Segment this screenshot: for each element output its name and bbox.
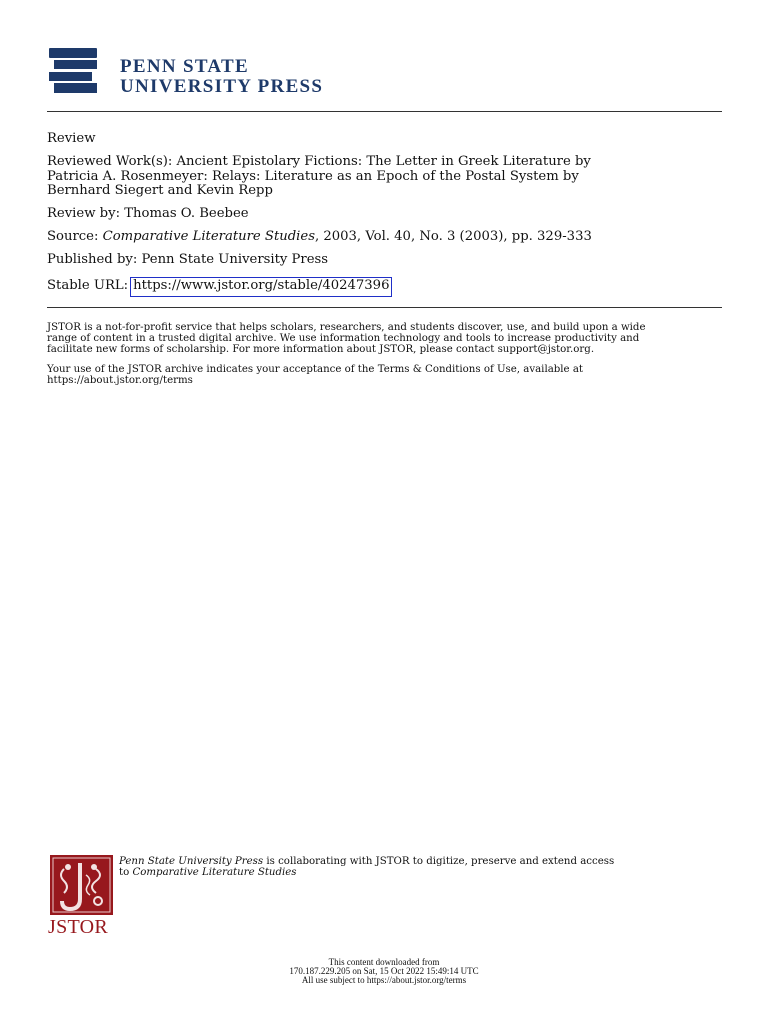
collaboration-line2 (119, 867, 297, 879)
collaboration-publisher: Penn State University Press (119, 856, 264, 867)
source-label: Source: (47, 229, 99, 244)
reviewed-works-text-1: Ancient Epistolary Fictions: The Letter in Greek Literature by (176, 154, 591, 169)
footer-line1: This content downloaded from (328, 957, 440, 967)
publisher-name-line2: UNIVERSITY PRESS (120, 76, 324, 97)
publisher-name-line1: PENN STATE (120, 56, 249, 77)
collaboration-prefix: to (119, 867, 133, 878)
review-by-label: Review by: (47, 206, 121, 221)
footer-line2: 170.187.229.205 on Sat, 15 Oct 2022 15:49:14 UTC (289, 966, 479, 976)
stable-url-link[interactable]: https://www.jstor.org/stable/40247396 (130, 277, 392, 297)
jstor-wordmark: JSTOR (48, 916, 109, 938)
reviewed-works-label: Reviewed Work(s): (47, 154, 173, 169)
top-divider (47, 111, 722, 112)
collaboration-journal: Comparative Literature Studies (132, 867, 297, 878)
terms-notice-line2: https://about.jstor.org/terms (47, 375, 193, 386)
jstor-notice-line1: JSTOR is a not-for-profit service that helps scholars, researchers, and students discover, use, and build upon a wide (47, 322, 646, 333)
stable-url (47, 277, 392, 297)
published-by-label: Published by: (47, 252, 138, 267)
terms-notice-line1: Your use of the JSTOR archive indicates your acceptance of the Terms & Conditions of Use, available at (47, 364, 583, 375)
review-author: Thomas O. Beebee (124, 206, 249, 221)
collaboration-text1: is collaborating with JSTOR to digitize, preserve and extend access (263, 856, 615, 867)
citation-type: Review (47, 131, 96, 146)
footer-line3: All use subject to https://about.jstor.org/terms (301, 975, 467, 985)
source (47, 230, 592, 245)
published-by (47, 253, 328, 268)
review-by (47, 207, 249, 222)
reviewed-works-line1 (47, 155, 591, 170)
jstor-notice-line2: range of content in a trusted digital archive. We use information technology and tools to increase productivity and (47, 333, 640, 344)
published-by-value: Penn State University Press (141, 252, 329, 267)
penn-state-logo-icon (49, 48, 97, 94)
stable-url-label: Stable URL: (47, 278, 129, 293)
source-journal: Comparative Literature Studies (102, 229, 315, 244)
reviewed-works-line3: Bernhard Siegert and Kevin Repp (47, 183, 273, 198)
mid-divider (47, 307, 722, 308)
jstor-notice-line3: facilitate new forms of scholarship. For more information about JSTOR, please contact support@jstor.org. (47, 344, 595, 355)
reviewed-works-line2: Patricia A. Rosenmeyer: Relays: Literature as an Epoch of the Postal System by (47, 168, 579, 184)
collaboration-line1 (119, 856, 614, 868)
jstor-logo-icon (50, 855, 113, 915)
source-details: , 2003, Vol. 40, No. 3 (2003), pp. 329-333 (314, 229, 592, 244)
